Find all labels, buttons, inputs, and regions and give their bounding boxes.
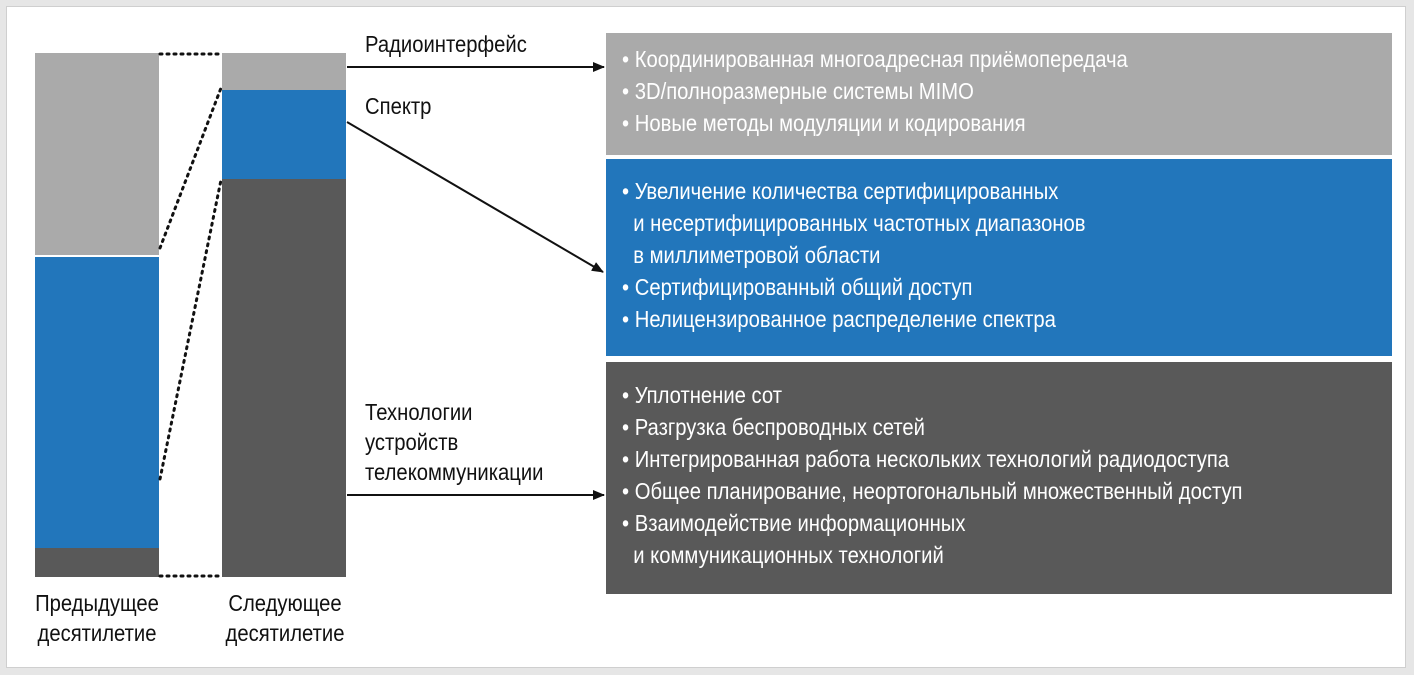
- next-radio-segment: [222, 53, 346, 90]
- list-item: • Увеличение количества сертифицированных: [622, 178, 1059, 204]
- technology-box: [606, 362, 1392, 594]
- technology-label-line-3: телекоммуникации: [365, 459, 544, 485]
- spectrum-box: [606, 159, 1392, 356]
- list-item: • Нелицензированное распределение спектра: [622, 306, 1056, 332]
- previous-decade-bar: [35, 53, 159, 577]
- list-item: • Уплотнение сот: [622, 382, 782, 408]
- radio-interface-label: Радиоинтерфейс: [365, 31, 527, 57]
- dotted-connectors: [160, 54, 221, 576]
- next-decade-bar: [222, 53, 346, 577]
- technology-label-line-2: устройств: [365, 429, 459, 455]
- list-item: • Интегрированная работа нескольких технологий радиодоступа: [622, 446, 1230, 472]
- previous-radio-segment: [35, 53, 159, 256]
- previous-decade-label: Предыдущее десятилетие: [35, 590, 159, 646]
- list-item: и несертифицированных частотных диапазонов: [622, 210, 1086, 236]
- spectrum-arrow: [347, 122, 603, 272]
- previous-spectrum-segment: [35, 256, 159, 548]
- next-technology-segment: [222, 179, 346, 577]
- list-item: • Сертифицированный общий доступ: [622, 274, 973, 300]
- list-item: • Взаимодействие информационных: [622, 510, 966, 536]
- radio-interface-box: [606, 33, 1392, 155]
- next-spectrum-segment: [222, 90, 346, 179]
- next-decade-label: Следующее десятилетие: [225, 590, 345, 646]
- list-item: • 3D/полноразмерные системы MIMO: [622, 78, 974, 104]
- list-item: • Новые методы модуляции и кодирования: [622, 110, 1026, 136]
- technology-label-line-1: Технологии: [365, 399, 473, 425]
- list-item: • Разгрузка беспроводных сетей: [622, 414, 925, 440]
- list-item: в миллиметровой области: [622, 242, 881, 268]
- list-item: • Общее планирование, неортогональный множественный доступ: [622, 478, 1243, 504]
- previous-technology-segment: [35, 548, 159, 577]
- spectrum-label: Спектр: [365, 93, 432, 119]
- list-item: и коммуникационных технологий: [622, 542, 944, 568]
- list-item: • Координированная многоадресная приёмопередача: [622, 46, 1128, 72]
